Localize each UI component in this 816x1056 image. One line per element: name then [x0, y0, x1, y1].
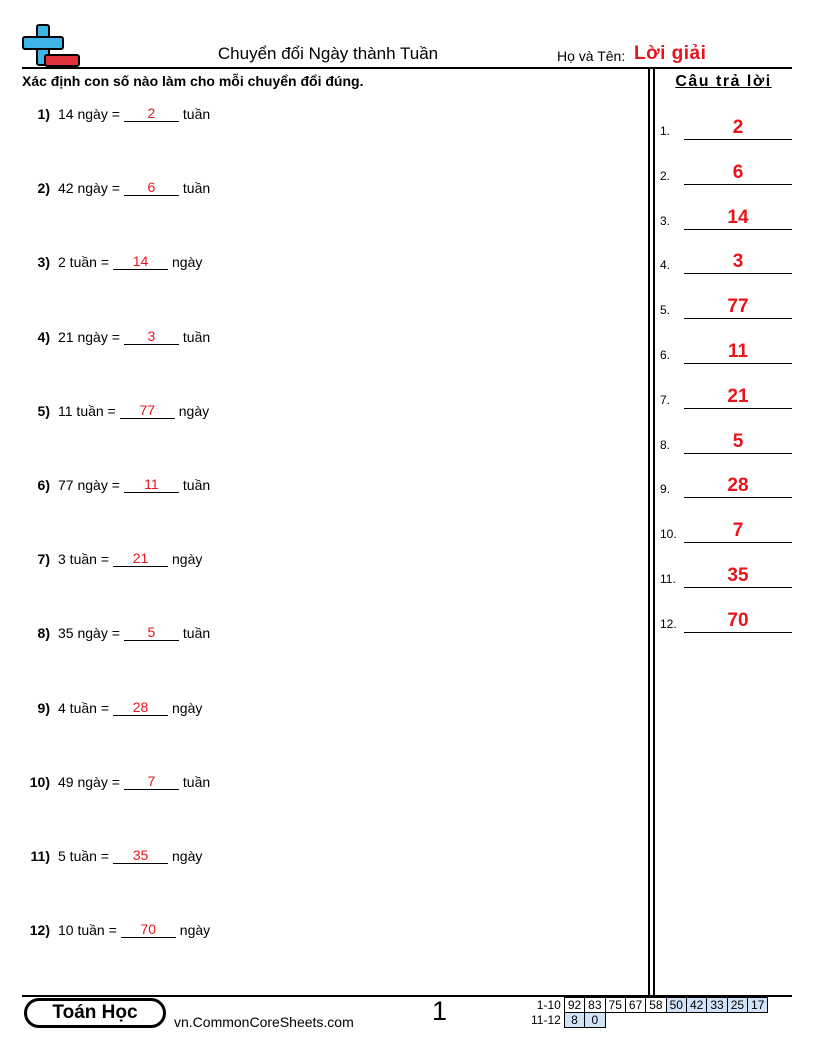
name-value: Lời giải: [634, 43, 707, 64]
answer-key-item: [660, 564, 792, 588]
answer-key-value: 6: [684, 162, 792, 185]
problem-number: 4): [37, 328, 50, 345]
problem-row: [22, 246, 202, 270]
answer-key-number: 12.: [660, 616, 677, 631]
answer-key-value: 7: [684, 520, 792, 543]
answer-key-value: 14: [684, 207, 792, 230]
score-row: [528, 998, 768, 1013]
problem-unit: tuần: [182, 180, 211, 197]
answer-blank: 5: [124, 624, 179, 641]
answer-blank: 3: [124, 328, 179, 345]
answer-key-number: 11.: [660, 572, 676, 586]
problem-row: [22, 321, 210, 345]
column-divider: [653, 69, 655, 995]
answer-key-number: 6.: [660, 348, 671, 362]
answer-key-number: 7.: [660, 392, 671, 407]
problem-unit: tuần: [182, 625, 211, 642]
problem-row: [22, 617, 210, 641]
brand-badge: Toán Học: [24, 998, 166, 1028]
problem-unit: ngày: [172, 848, 203, 864]
answer-blank: 35: [113, 847, 168, 864]
answer-blank: 14: [113, 253, 168, 270]
answer-key-number: 1.: [660, 124, 671, 138]
problem-unit: ngày: [179, 922, 211, 939]
answer-key-header: Câu trả lời: [675, 73, 772, 90]
answer-key-item: [660, 430, 792, 454]
problem-number: 11): [30, 848, 50, 864]
score-cell: 42: [686, 998, 706, 1013]
answer-key-number: 5.: [660, 303, 671, 318]
problem-unit: tuần: [182, 477, 211, 493]
score-cell: 67: [625, 998, 645, 1013]
answer-key-value: 11: [684, 341, 792, 364]
score-cell: 25: [727, 998, 747, 1013]
problem-prompt: 35 ngày =: [58, 625, 120, 642]
answer-blank: 21: [113, 550, 168, 567]
problem-unit: tuần: [182, 328, 211, 345]
answer-key-item: [660, 206, 792, 230]
answer-key-number: 2.: [660, 168, 671, 183]
problem-row: [22, 766, 210, 790]
score-cell: 0: [585, 1013, 605, 1028]
instructions: Xác định con số nào làm cho mỗi chuyển đổi đúng.: [22, 73, 364, 89]
problem-row: [22, 840, 202, 864]
answer-key-value: 2: [684, 117, 792, 140]
score-row: [528, 1013, 768, 1028]
problem-number: 6): [37, 477, 50, 493]
score-cell: 92: [564, 998, 584, 1013]
problem-prompt: 10 tuần =: [58, 922, 117, 939]
problem-number: 7): [37, 551, 50, 568]
name-label: Họ và Tên:: [557, 48, 626, 64]
score-range-label: 11-12: [531, 1013, 561, 1027]
problem-row: [22, 98, 210, 122]
problem-unit: tuần: [182, 106, 211, 122]
answer-blank: 77: [120, 402, 175, 419]
problem-unit: ngày: [178, 402, 210, 419]
answer-blank: 70: [121, 921, 176, 938]
answer-key-value: 3: [684, 251, 792, 274]
problem-row: [22, 543, 202, 567]
answer-blank: 6: [124, 179, 179, 196]
answer-key-value: 70: [684, 610, 792, 633]
problem-prompt: 5 tuần =: [58, 848, 109, 864]
answer-key-value: 5: [684, 431, 792, 454]
answer-key-value: 77: [684, 296, 792, 319]
problem-prompt: 4 tuần =: [58, 699, 109, 716]
answer-key-value: 28: [684, 475, 792, 498]
score-table: [528, 997, 768, 1028]
problem-unit: tuần: [182, 773, 211, 790]
answer-key-item: [660, 340, 792, 364]
answer-blank: 11: [124, 476, 179, 493]
answer-key-item: [660, 250, 792, 274]
problem-row: [22, 395, 209, 419]
problem-number: 10): [29, 773, 50, 790]
score-cell: 8: [564, 1013, 584, 1028]
column-divider: [648, 69, 650, 995]
problem-row: [22, 172, 210, 196]
problem-row: [22, 914, 210, 938]
answer-key-item: [660, 519, 792, 543]
problem-row: [22, 469, 210, 493]
score-cell: 50: [666, 998, 686, 1013]
problem-prompt: 11 tuần =: [58, 402, 116, 419]
problem-number: 1): [37, 106, 50, 122]
problem-unit: ngày: [172, 254, 203, 271]
answer-blank: 28: [113, 699, 168, 716]
answer-key-number: 10.: [660, 527, 677, 542]
score-cell: 17: [748, 998, 768, 1013]
answer-key-item: [660, 295, 792, 319]
problem-unit: ngày: [172, 551, 203, 568]
problem-number: 3): [37, 254, 50, 271]
problem-prompt: 21 ngày =: [58, 328, 120, 345]
answer-key-number: 3.: [660, 213, 671, 228]
answer-key-item: [660, 385, 792, 409]
answer-key-item: [660, 474, 792, 498]
header-divider: [22, 67, 792, 69]
answer-key-item: [660, 116, 792, 140]
score-range-label: 1-10: [536, 998, 561, 1012]
answer-key-number: 9.: [660, 482, 671, 497]
answer-key-number: 8.: [660, 437, 671, 452]
problem-prompt: 2 tuần =: [58, 254, 109, 271]
answer-blank: 7: [124, 773, 179, 790]
problem-prompt: 14 ngày =: [58, 106, 120, 122]
problem-unit: ngày: [172, 699, 203, 716]
problem-row: [22, 692, 202, 716]
answer-key-item: [660, 161, 792, 185]
problem-prompt: 77 ngày =: [58, 477, 120, 493]
worksheet-title: Chuyển đổi Ngày thành Tuần: [217, 44, 439, 63]
problem-prompt: 42 ngày =: [58, 180, 120, 197]
problem-prompt: 3 tuần =: [58, 551, 109, 568]
answer-key-value: 35: [684, 565, 792, 588]
problem-number: 5): [37, 402, 50, 419]
page-number: 1: [432, 996, 448, 1026]
score-cell: 83: [585, 998, 605, 1013]
problem-number: 2): [37, 180, 50, 197]
problem-number: 12): [29, 922, 50, 939]
answer-key-item: [660, 609, 792, 633]
problem-number: 8): [37, 625, 50, 642]
answer-blank: 2: [124, 105, 179, 122]
site-url: vn.CommonCoreSheets.com: [174, 1014, 354, 1030]
answer-key-number: 4.: [660, 258, 671, 273]
score-cell: 75: [605, 998, 625, 1013]
score-cell: 33: [707, 998, 727, 1013]
problem-prompt: 49 ngày =: [58, 773, 120, 790]
answer-key-value: 21: [684, 386, 792, 409]
problem-number: 9): [37, 699, 50, 716]
score-cell: 58: [646, 998, 666, 1013]
